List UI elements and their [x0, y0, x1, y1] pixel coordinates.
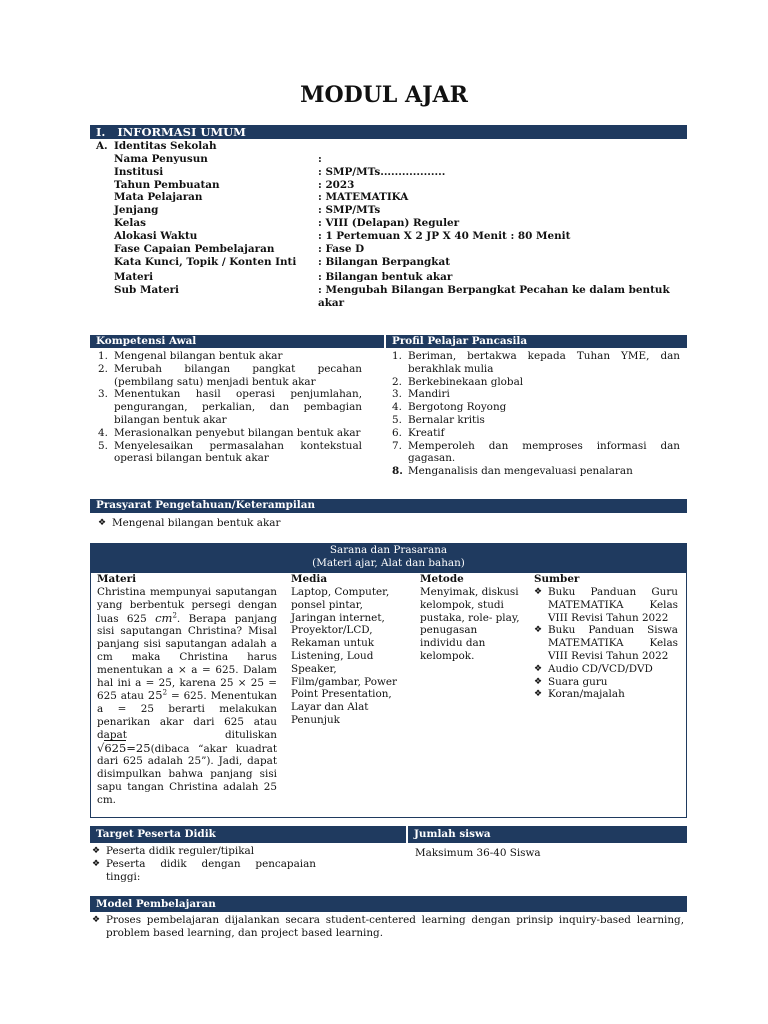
list-item-text: Menyelesaikan permasalahan kontekstual operasi bilangan bentuk akar: [114, 439, 362, 465]
sarana-border-left: [90, 572, 91, 818]
bullet-text: Buku Panduan Guru MATEMATIKA Kelas VIII Revisi Tahun 2022: [548, 586, 678, 624]
list-item-number: 1.: [98, 350, 108, 362]
list-item: [386, 440, 680, 466]
bullet-item: [534, 688, 678, 701]
list-item: [386, 388, 680, 401]
bullet-text: Peserta didik reguler/tipikal: [106, 845, 255, 857]
list-item-number: 4.: [392, 401, 402, 414]
identitas-value: : Bilangan Berpangkat: [318, 256, 451, 268]
materi-p1: Christina mempunyai saputangan yang berbentuk persegi dengan luas 625: [97, 586, 277, 625]
identitas-label: Materi: [114, 271, 154, 283]
list-item-text: Bernalar kritis: [408, 413, 485, 426]
identitas-label: Fase Capaian Pembelajaran: [114, 243, 275, 255]
list-item-text: Menganalisis dan mengevaluasi penalaran: [408, 465, 633, 478]
list-item-number: 7.: [392, 439, 402, 452]
list-item: [92, 440, 362, 466]
bullet-item: [92, 858, 316, 884]
prasyarat-header: Prasyarat Pengetahuan/Keterampilan: [90, 499, 687, 513]
diamond-bullet-icon: ❖: [534, 689, 543, 700]
sarana-title: Sarana dan Prasarana: [329, 544, 448, 556]
materi-radicand: 625: [104, 740, 127, 755]
identitas-value: : VIII (Delapan) Reguler: [318, 217, 460, 229]
bullet-item: [534, 586, 678, 624]
document-title: MODUL AJAR: [300, 82, 468, 108]
bullet-item: [92, 845, 316, 858]
bullet-text: Suara guru: [548, 675, 608, 688]
bullet-text: Koran/majalah: [548, 688, 625, 701]
sarana-bottom-rule: [90, 817, 687, 818]
identitas-label: Kata Kunci, Topik / Konten Inti: [114, 256, 297, 268]
identitas-value: : Bilangan bentuk akar: [318, 271, 453, 283]
list-item-text: Merubah bilangan pangkat pecahan (pembilang satu) menjadi bentuk akar: [114, 362, 362, 388]
diamond-bullet-icon: ❖: [534, 663, 543, 674]
diamond-bullet-icon: ❖: [534, 587, 543, 597]
media-heading: Media: [291, 573, 328, 585]
identitas-label: Alokasi Waktu: [114, 230, 198, 242]
materi-base: 25: [147, 688, 163, 703]
list-item-text: Merasionalkan penyebut bilangan bentuk akar: [114, 426, 361, 439]
identitas-value: : 2023: [318, 179, 355, 191]
identitas-value: : Fase D: [318, 243, 365, 255]
identitas-label: Kelas: [114, 217, 146, 229]
list-item-number: 5.: [98, 439, 108, 452]
target-list: [92, 845, 316, 883]
identitas-value: : 1 Pertemuan X 2 JP X 40 Menit : 80 Menit: [318, 230, 571, 242]
list-item: [386, 376, 680, 389]
jumlah-header: Jumlah siswa: [408, 826, 687, 843]
bullet-text: Peserta didik dengan pencapaian tinggi:: [106, 857, 316, 883]
identitas-label: Nama Penyusun: [114, 153, 208, 165]
subheading-identitas: Identitas Sekolah: [114, 140, 217, 152]
list-item-number: 5.: [392, 413, 402, 426]
materi-eq: =25: [126, 740, 151, 755]
diamond-bullet-icon: ❖: [534, 676, 543, 687]
list-item-text: Bergotong Royong: [408, 401, 507, 414]
identitas-value: :: [318, 153, 322, 165]
sumber-list: [534, 586, 678, 701]
materi-unit: cm: [155, 610, 173, 625]
list-item: [386, 465, 680, 478]
profil-pelajar-header: Profil Pelajar Pancasila: [386, 335, 687, 348]
kompetensi-awal-header: Kompetensi Awal: [90, 335, 384, 348]
list-item-text: Memperoleh dan memproses informasi dan gagasan.: [408, 439, 680, 465]
identitas-value: : SMP/MTs..................: [318, 166, 446, 178]
model-list: [92, 914, 684, 940]
target-header: Target Peserta Didik: [90, 826, 406, 843]
list-item: [386, 401, 680, 414]
bullet-item: [98, 517, 678, 530]
list-item-number: 1.: [392, 350, 402, 362]
materi-p3: = 625. Menentukan a = 25 berarti melakukan penarikan akar dari 625 atau dapat dituliskan: [97, 690, 277, 741]
diamond-bullet-icon: ❖: [98, 518, 107, 528]
subheading-letter: A.: [96, 140, 108, 152]
sumber-heading: Sumber: [534, 573, 580, 585]
diamond-bullet-icon: ❖: [92, 846, 101, 856]
identitas-value: : MATEMATIKA: [318, 191, 409, 203]
list-item: [386, 350, 680, 376]
materi-base-exp: 2: [162, 688, 168, 697]
list-item: [92, 350, 362, 363]
bullet-item: [534, 663, 678, 676]
diamond-bullet-icon: ❖: [534, 625, 543, 636]
list-item-text: Kreatif: [408, 426, 445, 439]
bullet-text: Mengenal bilangan bentuk akar: [112, 517, 281, 529]
list-item-number: 3.: [392, 388, 402, 401]
list-item-text: Berkebinekaan global: [408, 375, 524, 388]
identitas-value: : Mengubah Bilangan Berpangkat Pecahan ke dalam bentuk akar: [318, 284, 670, 309]
list-item-text: Mengenal bilangan bentuk akar: [114, 350, 283, 362]
identitas-value: : SMP/MTs: [318, 204, 381, 216]
materi-p2: . Berapa panjang sisi saputangan Christina? Misal panjang sisi saputangan adalah a cm maka Christina harus menentukan a × a = 625. Dalam hal ini a = 25, karena 25 × 25 = 625 atau: [97, 612, 278, 703]
identitas-label: Jenjang: [114, 204, 159, 216]
list-item-number: 4.: [98, 426, 108, 439]
list-item-number: 3.: [98, 388, 108, 401]
metode-text: Menyimak, diskusi kelompok, studi pustaka, role- play, penugasan individu dan kelompok.: [420, 586, 520, 662]
model-header: Model Pembelajaran: [90, 896, 687, 912]
sarana-subtitle: (Materi ajar, Alat dan bahan): [312, 557, 465, 569]
identitas-label: Institusi: [114, 166, 164, 178]
materi-p4: (dibaca “akar kuadrat dari 625 adalah 25”). Jadi, dapat disimpulkan bahwa panjang sisi sapu tangan Christina adalah 25 cm.: [97, 742, 277, 806]
sarana-top-rule: [90, 572, 687, 573]
list-item: [92, 388, 362, 426]
materi-unit-exp: 2: [172, 611, 177, 620]
prasyarat-list: [98, 517, 678, 530]
list-item: [386, 427, 680, 440]
list-item: [92, 427, 362, 440]
list-item-text: Beriman, bertakwa kepada Tuhan YME, dan berakhlak mulia: [408, 350, 680, 375]
bullet-text: Audio CD/VCD/DVD: [548, 662, 653, 675]
bullet-text: Buku Panduan Siswa MATEMATIKA Kelas VIII Revisi Tahun 2022: [548, 624, 678, 662]
materi-sqrt-expression: √625=25: [97, 740, 151, 755]
list-item-number: 2.: [98, 362, 108, 375]
media-text: Laptop, Computer, ponsel pintar, Jaringan internet, Proyektor/LCD, Rekaman untuk Listening, Loud Speaker, Film/gambar, Power Point Presentation, Layar dan Alat Penunjuk: [291, 586, 398, 726]
materi-text: [97, 586, 277, 807]
bullet-item: [534, 676, 678, 689]
list-item-number: 2.: [392, 375, 402, 388]
kompetensi-awal-list: [92, 350, 362, 465]
list-item: [92, 363, 362, 389]
identitas-label: Mata Pelajaran: [114, 191, 203, 203]
list-item-text: Menentukan hasil operasi penjumlahan, pengurangan, perkalian, dan pembagian bilangan bentuk akar: [114, 388, 362, 426]
list-item-number: 6.: [392, 426, 402, 439]
bullet-item: [92, 914, 684, 940]
sarana-border-right: [686, 572, 687, 818]
bullet-item: [534, 624, 678, 662]
section-header-informasi-umum: I. INFORMASI UMUM: [90, 125, 687, 139]
jumlah-value: Maksimum 36-40 Siswa: [415, 847, 541, 859]
metode-heading: Metode: [420, 573, 464, 585]
profil-pelajar-list: [386, 350, 680, 478]
diamond-bullet-icon: ❖: [92, 915, 101, 925]
list-item-text: Mandiri: [408, 388, 450, 401]
list-item: [386, 414, 680, 427]
bullet-text: Proses pembelajaran dijalankan secara student-centered learning dengan prinsip inquiry-based learning, problem based learning, dan project based learning.: [106, 914, 684, 939]
list-item-number: 8.: [392, 465, 403, 478]
materi-heading: Materi: [97, 573, 137, 585]
diamond-bullet-icon: ❖: [92, 858, 101, 869]
sarana-header: [90, 543, 687, 572]
identitas-label: Sub Materi: [114, 284, 180, 296]
identitas-label: Tahun Pembuatan: [114, 179, 220, 191]
